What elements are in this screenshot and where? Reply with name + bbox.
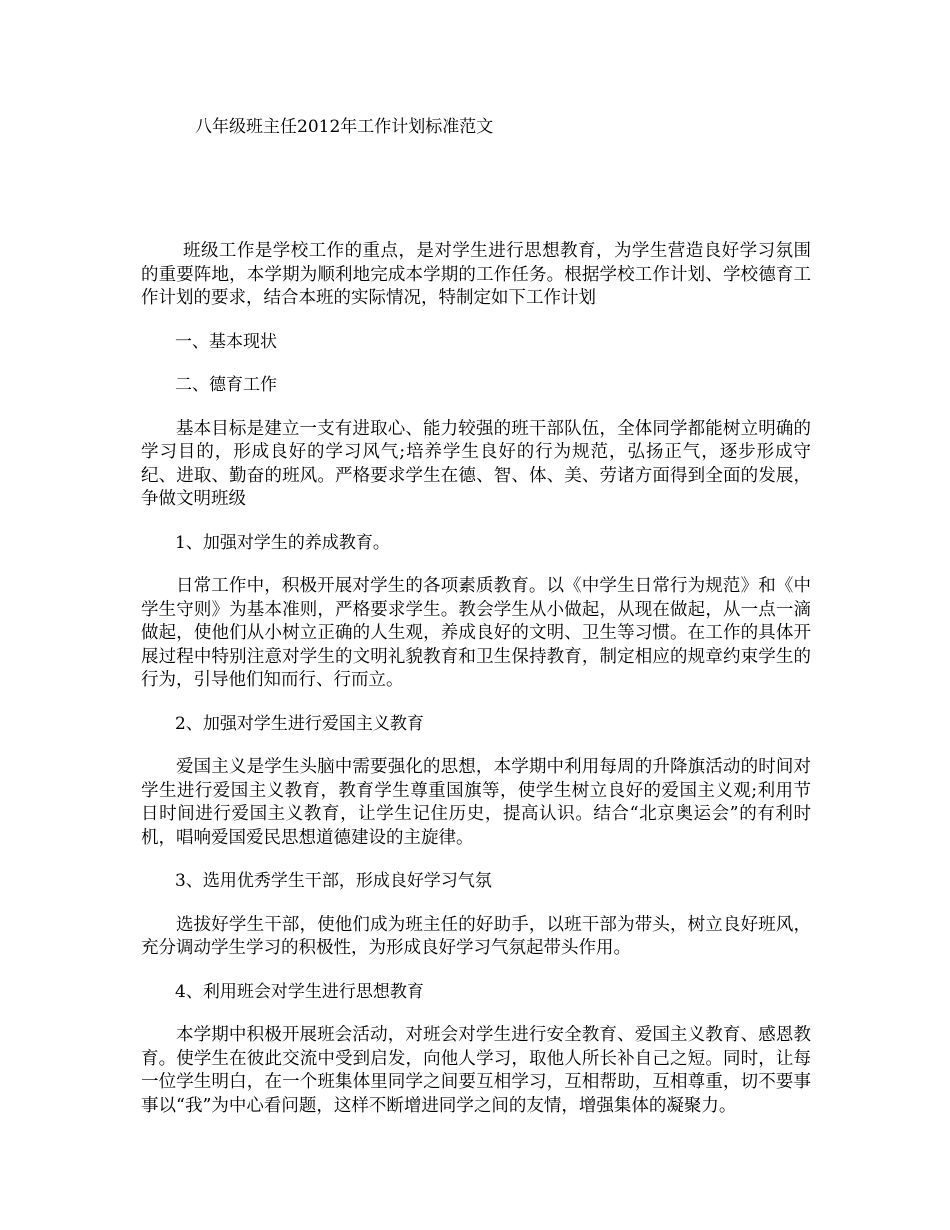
- subheading-student-cadres: 3、选用优秀学生干部，形成良好学习气氛: [175, 871, 492, 891]
- paragraph-student-cadres: 选拔好学生干部，使他们成为班主任的好助手，以班干部为带头，树立良好班风，充分调动学生学习的积极性，为形成良好学习气氛起带头作用。: [141, 914, 811, 958]
- section-heading-moral-education: 二、德育工作: [175, 375, 277, 395]
- paragraph-habit-education: 日常工作中，积极开展对学生的各项素质教育。以《中学生日常行为规范》和《中学生守则》为基本准则，严格要求学生。教会学生从小做起，从现在做起，从一点一滴做起，使他们从小树立正确的人生观，养成良好的文明、卫生等习惯。在工作的具体开展过程中特别注意对学生的文明礼貌教育和卫生保持教育，制定相应的规章约束学生的行为，引导他们知而行、行而立。: [141, 576, 811, 690]
- intro-paragraph: 班级工作是学校工作的重点，是对学生进行思想教育，为学生营造良好学习氛围的重要阵地，本学期为顺利地完成本学期的工作任务。根据学校工作计划、学校德育工作计划的要求，结合本班的实际情况，特制定如下工作计划: [141, 241, 811, 308]
- subheading-habit-education: 1、加强对学生的养成教育。: [175, 532, 390, 553]
- paragraph-basic-goal: 基本目标是建立一支有进取心、能力较强的班干部队伍，全体同学都能树立明确的学习目的，形成良好的学习风气;培养学生良好的行为规范，弘扬正气，逐步形成守纪、进取、勤奋的班风。严格要求学生在德、智、体、美、劳诸方面得到全面的发展，争做文明班级: [141, 418, 811, 509]
- paragraph-class-meeting: 本学期中积极开展班会活动，对班会对学生进行安全教育、爱国主义教育、感恩教育。使学生在彼此交流中受到启发，向他人学习，取他人所长补自己之短。同时，让每一位学生明白，在一个班集体里同学之间要互相学习，互相帮助，互相尊重，切不要事事以“我”为中心看问题，这样不断增进同学之间的友情，增强集体的凝聚力。: [141, 1025, 811, 1116]
- subheading-class-meeting: 4、利用班会对学生进行思想教育: [175, 981, 424, 1002]
- document-body: [141, 240, 811, 1138]
- section-heading-basic-status: 一、基本现状: [175, 331, 277, 352]
- document-title: 八年级班主任2012年工作计划标准范文: [195, 117, 494, 137]
- paragraph-patriotic-education: 爱国主义是学生头脑中需要强化的思想，本学期中利用每周的升降旗活动的时间对学生进行爱国主义教育，教育学生尊重国旗等，使学生树立良好的爱国主义观;利用节日时间进行爱国主义教育，让学生记住历史，提高认识。结合“北京奥运会”的有利时机，唱响爱国爱民思想道德建设的主旋律。: [141, 757, 811, 848]
- subheading-patriotic-education: 2、加强对学生进行爱国主义教育: [175, 713, 424, 734]
